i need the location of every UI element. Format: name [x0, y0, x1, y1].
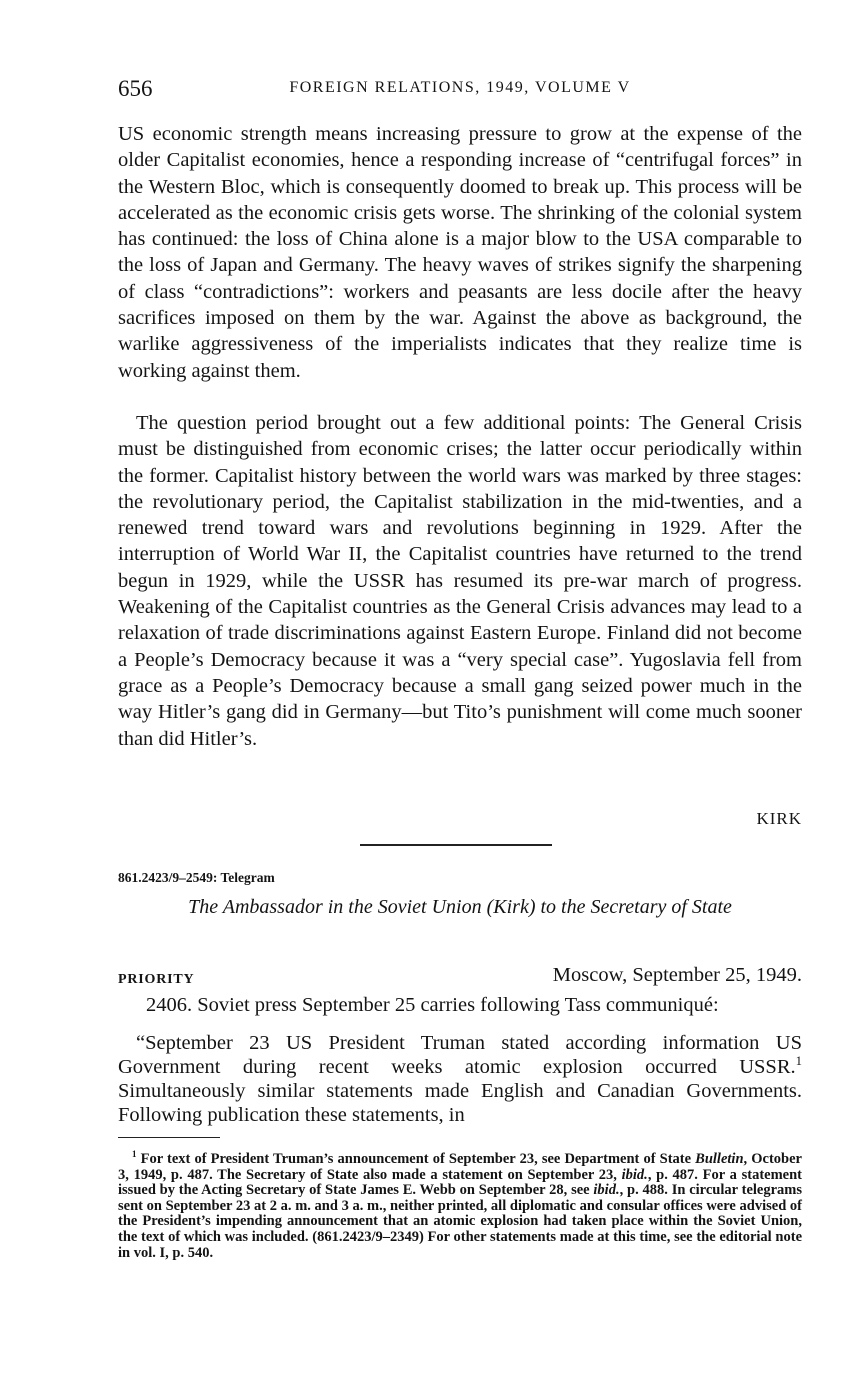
document-title: The Ambassador in the Soviet Union (Kirk) to the Secretary of State — [188, 896, 732, 918]
footnote-text: , p. 487. For a statement issued by the Acting Secretary of State James E. Webb on September 28, see — [118, 1166, 802, 1199]
footnote-reference[interactable]: 1 — [795, 1054, 802, 1069]
footnote-citation: ibid. — [621, 1166, 648, 1183]
page-number: 656 — [118, 76, 153, 101]
signature: KIRK — [756, 809, 802, 828]
running-head — [118, 76, 802, 106]
priority-label: PRIORITY — [118, 972, 195, 987]
paragraph-text: The question period brought out a few additional points: The General Crisis must be distinguished from economic crises; the latter occur periodically within the former. Capitalist history between the world wars was marked by three stages: the revolutionary period, the Capitalist stabilization in the mid-twenties, and a renewed trend toward wars and revolutions beginning in 1929. After the interruption of World War II, the Capitalist countries have returned to the trend begun in 1929, while the USSR has resumed its pre-war march of progress. Weakening of the Capitalist countries as the General Crisis advances may lead to a relaxation of trade discriminations against Eastern Europe. Finland did not become a People’s Democracy because it was a “very special case”. Yugoslavia fell from grace as a People’s Democracy because a small gang seized power much in the way Hitler’s gang did in Germany—but Tito’s punishment will come much sooner than did Hitler’s. — [118, 412, 802, 750]
footnote-text: , p. 488. In circular telegrams sent on September 23 at 2 a. m. and 3 a. m., neither printed, all diplomatic and consular offices were advised of the President’s impending announcement that an atomic explosion had taken place within the Soviet Union, the text of which was included. (861.2423/9–2349) For other statements made at this time, see the editorial note in vol. I, p. 540. — [118, 1182, 803, 1261]
section-divider — [360, 844, 552, 846]
telegram-paragraph-2 — [118, 1031, 802, 1127]
footnote-text: For text of President Truman’s announcement of September 23, see Department of State — [136, 1151, 696, 1167]
footnote-divider — [118, 1137, 220, 1138]
paragraph-text: 2406. Soviet press September 25 carries following Tass communiqué: — [146, 994, 719, 1016]
body-paragraph-2 — [118, 410, 802, 752]
footnote-text: , October 3, 1949, p. 487. The Secretary of State also made a statement on September 23, — [118, 1151, 802, 1183]
telegram-paragraph-1 — [118, 992, 802, 1018]
paragraph-text — [118, 1031, 802, 1127]
running-title: FOREIGN RELATIONS, 1949, VOLUME V — [289, 79, 631, 96]
footnote-citation: Bulletin — [695, 1151, 744, 1167]
file-reference: 861.2423/9–2549: Telegram — [118, 870, 275, 885]
footnote-1 — [118, 1149, 803, 1261]
footnote-marker: 1 — [132, 1149, 137, 1160]
dateline: Moscow, September 25, 1949. — [552, 964, 802, 986]
footnote-citation: ibid. — [593, 1182, 620, 1199]
body-paragraph-1 — [118, 121, 802, 384]
quote-text-before-note: “September 23 US President Truman stated according information US Government during recent weeks atomic explosion occurred USSR. — [118, 1032, 802, 1078]
paragraph-text: US economic strength means increasing pressure to grow at the expense of the older Capitalist economies, hence a responding increase of “centrifugal forces” in the Western Bloc, which is consequently doomed to break up. This process will be accelerated as the economic crisis gets worse. The shrinking of the colonial system has continued: the loss of China alone is a major blow to the USA comparable to the loss of Japan and Germany. The heavy waves of strikes signify the sharpening of class “contradictions”: workers and peasants are less docile after the heavy sacrifices imposed on them by the war. Against the above as background, the warlike aggressiveness of the imperialists indicates that they realize time is working against them. — [118, 123, 802, 382]
quote-text-after-note: Simultaneously similar statements made English and Canadian Governments. Following publication these statements, in — [118, 1080, 802, 1126]
